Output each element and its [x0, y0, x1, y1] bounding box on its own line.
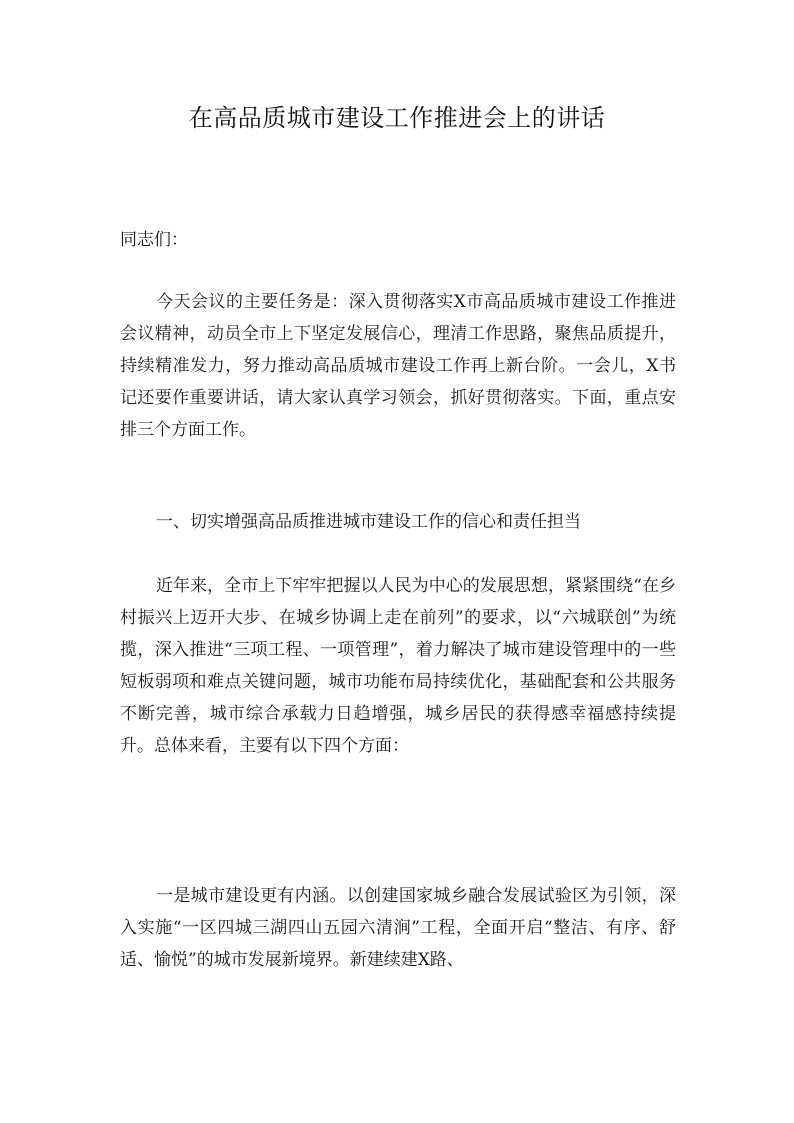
- section-heading-1: 一、切实增强高品质推进城市建设工作的信心和责任担当: [156, 512, 581, 532]
- paragraph-point-1: 一是城市建设更有内涵。以创建国家城乡融合发展试验区为引领，深入实施“一区四城三湖四山五园六清涧”工程，全面开启“整洁、有序、舒适、愉悦”的城市发展新境界。新建续建X路、: [120, 886, 676, 970]
- document-title: 在高品质城市建设工作推进会上的讲话: [188, 104, 606, 132]
- paragraph-intro: 今天会议的主要任务是：深入贯彻落实X市高品质城市建设工作推进会议精神，动员全市上下坚定发展信心，理清工作思路，聚焦品质提升，持续精准发力，努力推动高品质城市建设工作再上新台阶。一会儿，X书记还要作重要讲话，请大家认真学习领会，抓好贯彻落实。下面，重点安排三个方面工作。: [120, 292, 676, 440]
- paragraph-overview: 近年来，全市上下牢牢把握以人民为中心的发展思想，紧紧围绕“在乡村振兴上迈开大步、在城乡协调上走在前列”的要求，以“六城联创”为统揽，深入推进“三项工程、一项管理”，着力解决了城市建设管理中的一些短板弱项和难点关键问题，城市功能布局持续优化，基础配套和公共服务不断完善，城市综合承载力日趋增强，城乡居民的获得感幸福感持续提升。总体来看，主要有以下四个方面：: [120, 576, 676, 756]
- salutation: 同志们：: [120, 230, 188, 250]
